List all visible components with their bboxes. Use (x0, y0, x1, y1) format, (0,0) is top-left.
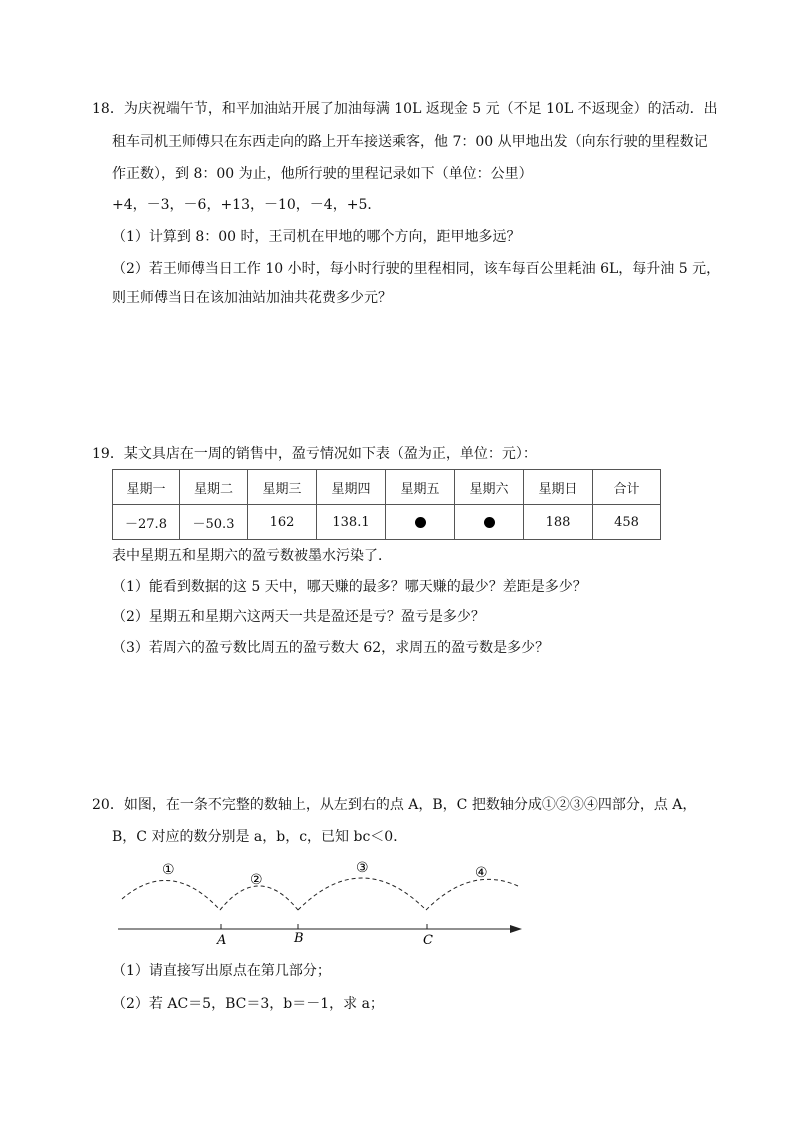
arc-part-3 (298, 878, 426, 910)
q18-line-2: 租车司机王师傅只在东西走向的路上开车接送乘客，他 7：00 从甲地出发（向东行驶的里程数记 (112, 134, 708, 150)
table-value-cell: －27.8 (113, 505, 180, 540)
q18-sub-1: （1）计算到 8：00 时，王司机在甲地的哪个方向，距甲地多远？ (112, 229, 521, 245)
axis-arrow-icon (510, 925, 522, 933)
q20-sub-1: （1）请直接写出原点在第几部分； (112, 963, 331, 979)
arc-part-2 (220, 886, 298, 910)
q19-sub-3: （3）若周六的盈亏数比周五的盈亏数大 62，求周五的盈亏数是多少？ (112, 640, 550, 656)
point-label-c: C (423, 933, 433, 948)
point-label-a: A (217, 933, 227, 948)
q18-line-3: 作正数），到 8：00 为止，他所行驶的里程记录如下（单位：公里） (112, 166, 533, 182)
table-header-cell: 星期四 (317, 470, 386, 505)
q18-line-1: 18．为庆祝端午节，和平加油站开展了加油每满 10L 返现金 5 元（不足 10L 不返现金）的活动．出 (92, 101, 718, 117)
q18-data: +4，－3，－6，+13，－10，－4，+5． (112, 197, 382, 213)
table-header-cell: 星期日 (524, 470, 593, 505)
table-value-cell: 458 (593, 505, 661, 540)
point-label-b: B (294, 931, 304, 946)
part-label-1: ① (162, 862, 175, 878)
table-header-cell: 星期一 (113, 470, 180, 505)
table-value-cell: 138.1 (317, 505, 386, 540)
q20-line-2: B，C 对应的数分别是 a，b，c，已知 bc＜0． (112, 829, 408, 845)
part-label-2: ② (250, 872, 263, 888)
table-header-cell: 星期三 (248, 470, 317, 505)
q19-intro: 19．某文具店在一周的销售中，盈亏情况如下表（盈为正，单位：元）： (92, 446, 537, 462)
table-value-cell: 188 (524, 505, 593, 540)
arc-part-1 (122, 880, 220, 910)
q19-note: 表中星期五和星期六的盈亏数被墨水污染了． (112, 548, 392, 564)
table-header-cell: 星期五 (386, 470, 455, 505)
part-label-3: ③ (356, 860, 369, 876)
q20-line-1: 20．如图，在一条不完整的数轴上，从左到右的点 A，B，C 把数轴分成①②③④四部分，点 A， (92, 797, 697, 813)
table-value-cell: －50.3 (180, 505, 248, 540)
table-header-cell: 星期二 (180, 470, 248, 505)
q18-sub-2: （2）若王师傅当日工作 10 小时，每小时行驶的里程相同，该车每百公里耗油 6L，每升油 5 元， (112, 261, 721, 277)
part-label-4: ④ (475, 865, 488, 881)
table-header-cell: 星期六 (455, 470, 524, 505)
q20-sub-2: （2）若 AC＝5，BC＝3，b＝－1，求 a； (112, 996, 384, 1012)
q18-sub-2-cont: 则王师傅当日在该加油站加油共花费多少元？ (112, 290, 392, 306)
q19-sub-1: （1）能看到数据的这 5 天中，哪天赚的最多？哪天赚的最少？差距是多少？ (112, 579, 587, 595)
arc-part-4 (426, 879, 518, 910)
table-header-cell: 合计 (593, 470, 661, 505)
table-value-cell: 162 (248, 505, 317, 540)
q19-sub-2: （2）星期五和星期六这两天一共是盈还是亏？盈亏是多少？ (112, 609, 485, 625)
